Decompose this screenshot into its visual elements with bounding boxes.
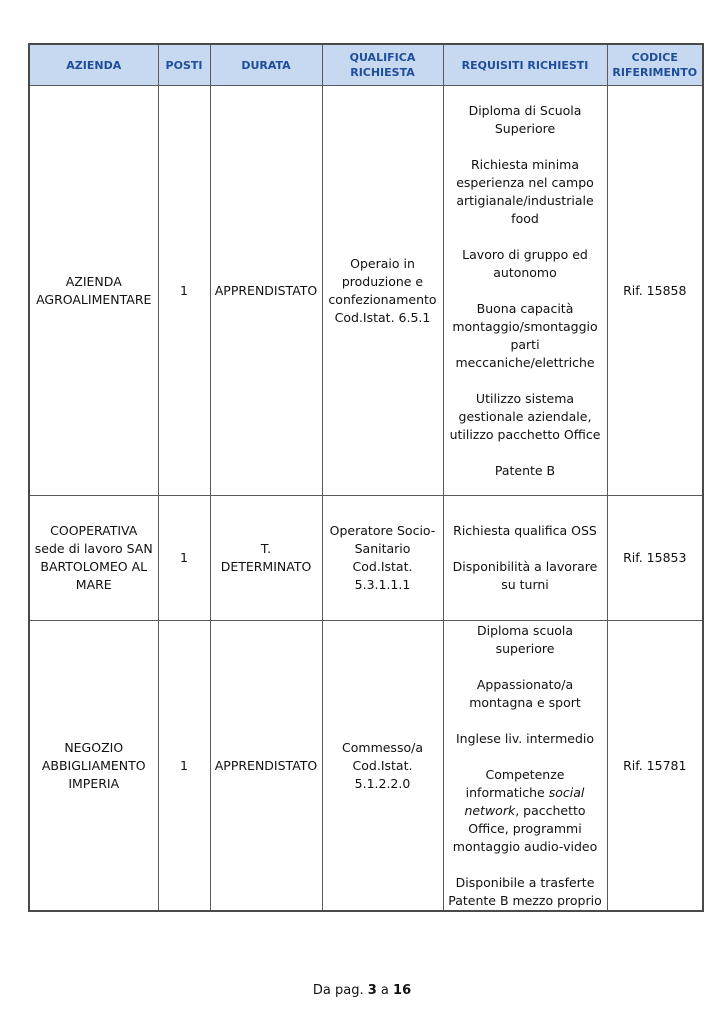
job-listings-page	[28, 43, 702, 912]
cell-requisiti	[443, 496, 607, 621]
cell-codice: Rif. 15858	[607, 86, 703, 496]
cell-requisiti	[443, 621, 607, 912]
requirement-item: Utilizzo sistema gestionale aziendale, utilizzo pacchetto Office	[449, 390, 601, 442]
cell-azienda: AZIENDA AGROALIMENTARE	[29, 86, 158, 496]
requirement-item: Richiesta qualifica OSS	[453, 523, 597, 538]
footer-page-number: 3	[367, 983, 377, 998]
cell-posti: 1	[158, 496, 210, 621]
requirement-item: Patente B	[494, 462, 556, 478]
cell-qualifica	[322, 86, 443, 496]
requirement-item	[448, 766, 603, 856]
qualifica-title: Commesso/a	[342, 739, 423, 755]
requirement-item: Inglese liv. intermedio	[455, 731, 595, 746]
requirement-text: Competenze informatiche	[465, 767, 565, 800]
page-footer	[0, 983, 724, 998]
header-azienda: AZIENDA	[29, 44, 158, 86]
requirement-item: Richiesta minima esperienza nel campo artigianale/industriale food	[456, 156, 594, 226]
requirement-emphasis: social network	[464, 785, 585, 818]
cell-qualifica	[322, 496, 443, 621]
cell-posti: 1	[158, 621, 210, 912]
table-row	[29, 496, 703, 621]
requirement-item: Lavoro di gruppo ed autonomo	[462, 246, 588, 280]
requirement-item: Diploma di Scuola Superiore	[468, 102, 582, 136]
qualifica-title: Operatore Socio-Sanitario	[329, 523, 436, 556]
qualifica-istat-code: Cod.Istat. 6.5.1	[334, 309, 431, 325]
cell-azienda: NEGOZIO ABBIGLIAMENTO IMPERIA	[29, 621, 158, 912]
requirement-text: , pacchetto Office, programmi montaggio audio-video	[452, 803, 598, 854]
table-header-row	[29, 44, 703, 86]
cell-durata: APPRENDISTATO	[210, 621, 322, 912]
cell-qualifica	[322, 621, 443, 912]
table-row	[29, 86, 703, 496]
requirement-item: Appassionato/a montagna e sport	[469, 677, 581, 710]
cell-durata: APPRENDISTATO	[210, 86, 322, 496]
cell-posti: 1	[158, 86, 210, 496]
qualifica-istat-code: Cod.Istat. 5.3.1.1.1	[352, 559, 413, 592]
requirement-item: Disponibilità a lavorare su turni	[452, 559, 598, 592]
table-row	[29, 621, 703, 912]
footer-prefix: Da pag.	[312, 983, 364, 998]
cell-azienda: COOPERATIVA sede di lavoro SAN BARTOLOMEO AL MARE	[29, 496, 158, 621]
cell-codice: Rif. 15853	[607, 496, 703, 621]
cell-requisiti	[443, 86, 607, 496]
qualifica-istat-code: Cod.Istat. 5.1.2.2.0	[352, 757, 413, 791]
cell-durata: T. DETERMINATO	[210, 496, 322, 621]
job-listings-table	[28, 43, 704, 912]
header-durata: DURATA	[210, 44, 322, 86]
header-codice: CODICE RIFERIMENTO	[607, 44, 703, 86]
header-qualifica: QUALIFICA RICHIESTA	[322, 44, 443, 86]
header-requisiti: REQUISITI RICHIESTI	[443, 44, 607, 86]
requirement-item: Buona capacità montaggio/smontaggio parti meccaniche/elettriche	[452, 300, 598, 370]
qualifica-title: Operaio in produzione e confezionamento	[328, 255, 437, 307]
cell-codice: Rif. 15781	[607, 621, 703, 912]
requirement-item: Disponibile a trasferte Patente B mezzo proprio	[448, 875, 602, 908]
footer-middle: a	[380, 983, 389, 998]
footer-total-pages: 16	[393, 983, 412, 998]
header-posti: POSTI	[158, 44, 210, 86]
requirement-item: Diploma scuola superiore	[476, 623, 574, 656]
